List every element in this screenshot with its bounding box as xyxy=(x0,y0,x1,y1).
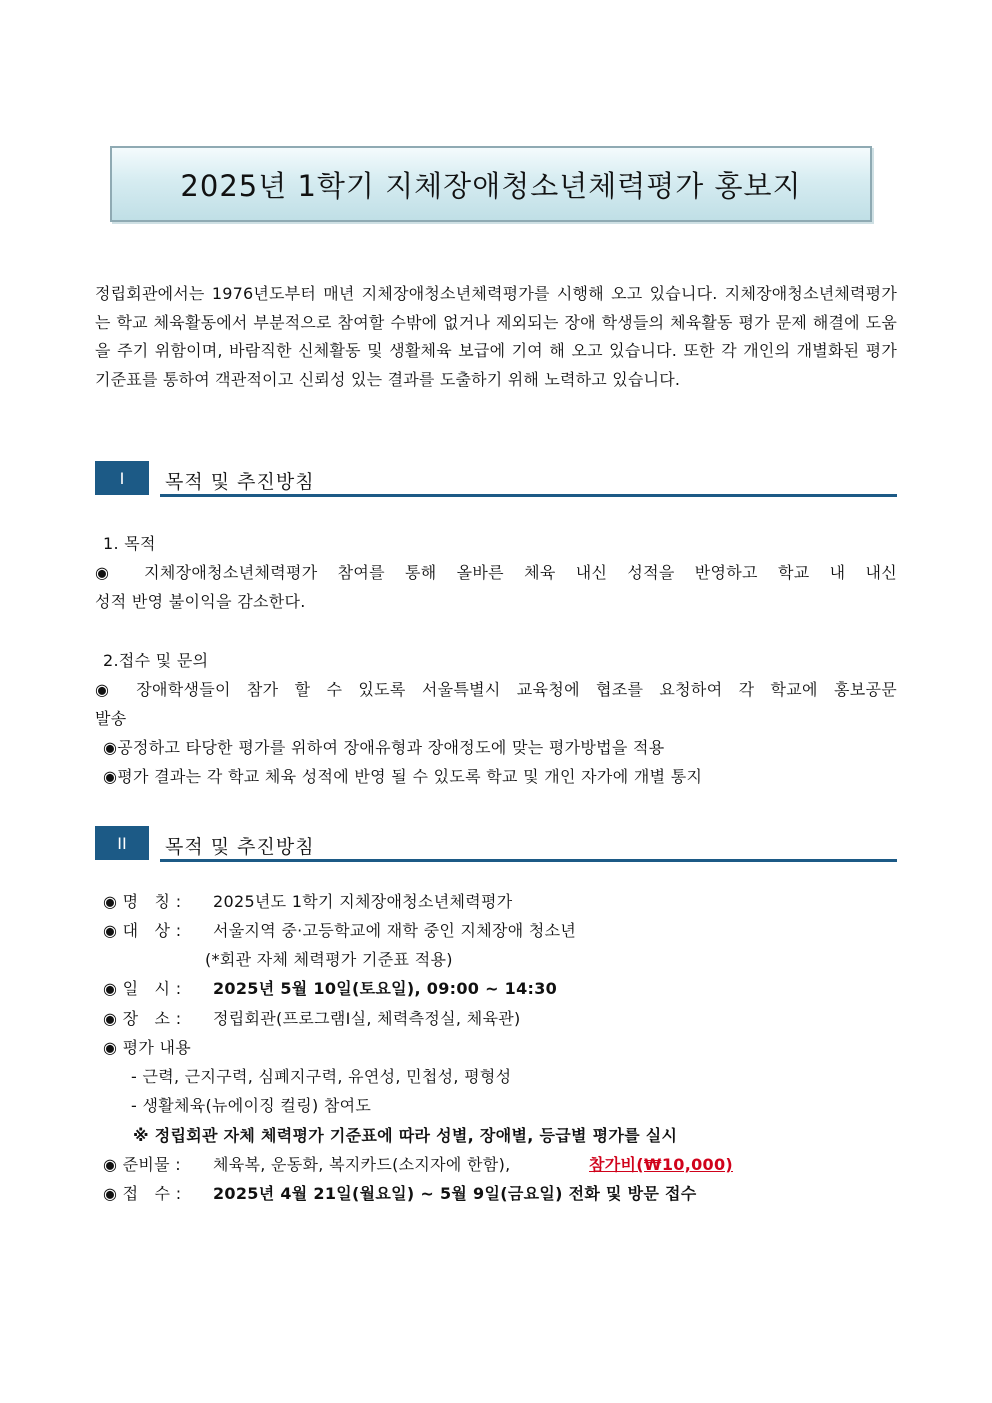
section-2-divider xyxy=(160,859,897,862)
title-box xyxy=(110,146,872,222)
purpose-heading: 1. 목적 xyxy=(103,534,156,553)
content-label: ◉ 평가 내용 xyxy=(103,1038,192,1057)
registration-value: 2025년 4월 21일(월요일) ~ 5월 9일(금요일) 전화 및 방문 접수 xyxy=(213,1184,697,1203)
purpose-line-1: ◉ 지체장애청소년체력평가 참여를 통해 올바른 체육 내신 성적을 반영하고 학교 내 내신 xyxy=(95,563,897,582)
name-label: ◉ 명 칭 : xyxy=(103,892,182,911)
section-2-header xyxy=(95,826,897,862)
contact-item-1-cont: 발송 xyxy=(95,709,127,728)
intro-paragraph: 정립회관에서는 1976년도부터 매년 지체장애청소년체력평가를 시행해 오고 있습니다. 지체장애청소년체력평가는 학교 체육활동에서 부분적으로 참여할 수밖에 없거나 제외되는 장애 학생들의 체육활동 평가 문제 해결에 도움을 주기 위함이며, 바람직한 신체활동 및 생활체육 보급에 기여 해 오고 있습니다. 또한 각 개인의 개별화된 평가 기준표를 통하여 객관적이고 신뢰성 있는 결과를 도출하기 위해 노력하고 있습니다. xyxy=(95,284,897,389)
prep-value: 체육복, 운동화, 복지카드(소지자에 한함), xyxy=(213,1155,511,1174)
contact-item-2: ◉공정하고 타당한 평가를 위하여 장애유형과 장애정도에 맞는 평가방법을 적용 xyxy=(103,738,665,757)
section-1-title: 목적 및 추진방침 xyxy=(165,471,315,493)
date-label: ◉ 일 시 : xyxy=(103,979,182,998)
name-value: 2025년도 1학기 지체장애청소년체력평가 xyxy=(213,892,513,911)
participation-fee: 참가비(₩10,000) xyxy=(589,1155,733,1174)
contact-heading: 2.접수 및 문의 xyxy=(103,651,209,670)
content-note: ※ 정립회관 자체 체력평가 기준표에 따라 성별, 장애별, 등급별 평가를 실시 xyxy=(133,1126,678,1145)
prep-label: ◉ 준비물 : xyxy=(103,1155,181,1174)
section-2-title: 목적 및 추진방침 xyxy=(165,836,315,858)
place-value: 정립회관(프로그램Ⅰ실, 체력측정실, 체육관) xyxy=(213,1009,521,1028)
registration-label: ◉ 접 수 : xyxy=(103,1184,182,1203)
target-value: 서울지역 중·고등학교에 재학 중인 지체장애 청소년 xyxy=(213,921,577,940)
contact-item-3: ◉평가 결과는 각 학교 체육 성적에 반영 될 수 있도록 학교 및 개인 자가에 개별 통지 xyxy=(103,767,703,786)
purpose-line-2: 성적 반영 불이익을 감소한다. xyxy=(95,592,306,611)
content-item-1: - 근력, 근지구력, 심폐지구력, 유연성, 민첩성, 평형성 xyxy=(131,1067,512,1086)
page-title: 2025년 1학기 지체장애청소년체력평가 홍보지 xyxy=(180,168,802,203)
section-1-header xyxy=(95,461,897,497)
section-1-number: I xyxy=(95,461,149,495)
section-1-divider xyxy=(160,494,897,497)
target-label: ◉ 대 상 : xyxy=(103,921,182,940)
target-note: (*회관 자체 체력평가 기준표 적용) xyxy=(205,950,453,969)
content-item-2: - 생활체육(뉴에이징 컬링) 참여도 xyxy=(131,1096,372,1115)
place-label: ◉ 장 소 : xyxy=(103,1009,182,1028)
date-value: 2025년 5월 10일(토요일), 09:00 ~ 14:30 xyxy=(213,979,558,998)
contact-item-1: ◉ 장애학생들이 참가 할 수 있도록 서울특별시 교육청에 협조를 요청하여 각 학교에 홍보공문 xyxy=(95,680,897,699)
section-2-number: II xyxy=(95,826,149,860)
